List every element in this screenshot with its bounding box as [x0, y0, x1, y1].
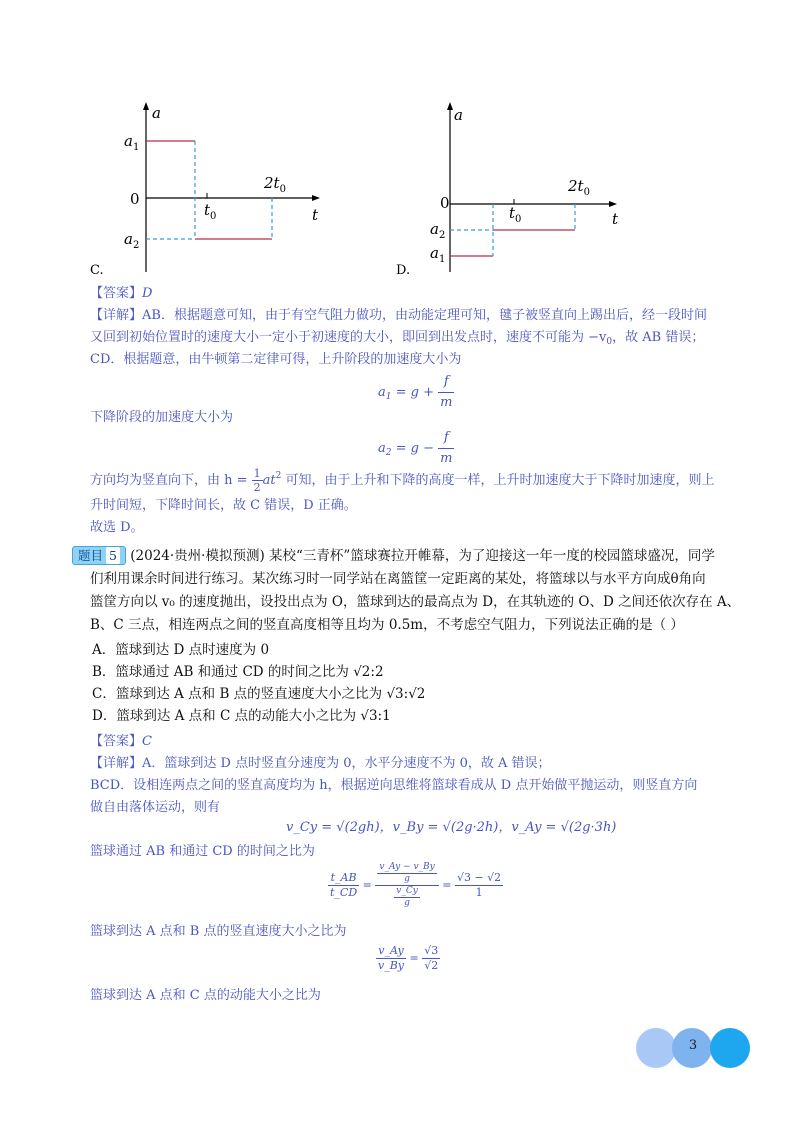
- q4-eq2-num: f: [438, 428, 454, 449]
- q5-stem-line4: B、C 三点，相连两点之间的竖直高度相等且均为 0.5m，不考虑空气阻力，下列说法正确的是（ ）: [90, 617, 684, 633]
- q5-detail-line5: 篮球到达 A 点和 B 点的竖直速度大小之比为: [90, 924, 347, 939]
- q4-eq1-mid: = g +: [391, 385, 439, 400]
- q4-eq2-sub: 2: [385, 448, 392, 458]
- q4-eq1-sub: 1: [385, 392, 392, 402]
- q5-stem-line3: 篮筐方向以 v₀ 的速度抛出，设投出点为 O，篮球到达的最高点为 D，在其轨迹的 O、D 之间还依次存在 A、: [90, 594, 741, 610]
- graph-d-a1-label: $a_1$: [430, 244, 446, 265]
- q5-stem-text-1: (2024·贵州·模拟预测) 某校“三青杯”篮球赛拉开帷幕，为了迎接这一年一度的校园篮球盛况，同学: [130, 548, 715, 564]
- graph-c-y-arrow: [143, 102, 149, 110]
- q4-detail-text-2-sub: 0: [606, 337, 613, 347]
- q5-stem-line1: [72, 546, 715, 567]
- q5-eq4-lhs: [328, 871, 359, 900]
- graph-d-a2-label: $a_2$: [430, 220, 446, 241]
- badge-circle-left: [636, 1028, 676, 1068]
- q5-eq4-mid-num-den: g: [404, 874, 410, 884]
- graph-c-zero-label: 0: [130, 190, 140, 208]
- q5-eq4-mid-den: [375, 886, 438, 909]
- q5-stem-line2: 们利用课余时间进行练习。某次练习时一同学站在离篮筐一定距离的某处，将篮球以与水平方向成θ角向: [90, 571, 706, 587]
- graph-c-x-arrow: [312, 195, 320, 201]
- q4-eq2-frac: [438, 428, 454, 469]
- q5-eq4-mid-den-num: v_Cy: [396, 886, 418, 896]
- q4-eq2-mid: = g −: [391, 441, 439, 456]
- q4-line5-num: 1: [253, 467, 261, 480]
- q4-answer: [90, 284, 152, 304]
- q5-eq4-mid-num: [375, 862, 438, 886]
- page-number-badge: [636, 1028, 752, 1068]
- q4-eq2: [378, 428, 454, 469]
- q4-line5-den: 2: [253, 481, 261, 494]
- q5-detail-line2: BCD．设相连两点之间的竖直高度均为 h，根据逆向思维将篮球看成从 D 点开始做平抛运动，则竖直方向: [90, 778, 698, 793]
- q4-eq1-num: f: [438, 372, 454, 393]
- q5-detail-line6: 篮球到达 A 点和 C 点的动能大小之比为: [90, 988, 321, 1003]
- q5-eq5-rhs: [422, 944, 440, 973]
- graph-d-zero-label: 0: [440, 194, 450, 212]
- q4-eq1: [378, 372, 454, 413]
- q5-detail-text-1: A．篮球到达 D 点时竖直分速度为 0，水平分速度不为 0，故 A 错误；: [142, 756, 551, 771]
- q5-eq5: $\frac{v\_Ay}{v\_By}$ = $\frac{√3}{√2}$: [378, 944, 439, 972]
- q5-answer: [90, 732, 152, 752]
- q5-eq4-mid: [375, 862, 438, 909]
- q4-detail-line7: 故选 D。: [90, 520, 144, 535]
- q4-line5-a: 方向均为竖直向下，由 h =: [90, 473, 252, 488]
- q5-option-c: C．篮球到达 A 点和 B 点的竖直速度大小之比为 √3:√2: [92, 686, 426, 702]
- q5-eq4-lhs-den: t_CD: [330, 886, 358, 899]
- q5-eq4: $\frac{t\_AB}{t\_CD}$ = $\frac{\frac{v\_Ay - v\_By}{g}}{\frac{v\_Cy}{g}}$ = $\frac{√3 - √2}{1}$: [330, 862, 502, 908]
- q5-answer-label: 【答案】: [90, 734, 143, 749]
- q5-detail-line1: [90, 754, 551, 774]
- q5-eq5-lhs-num: v_Ay: [376, 944, 406, 959]
- graph-d-x-arrow: [609, 201, 617, 207]
- graph-c-y-label: a: [152, 104, 161, 122]
- q4-line5-c: 可知，由于上升和下降的高度一样，上升时加速度大于下降时加速度，则上: [281, 473, 715, 488]
- q4-eq2-den: m: [440, 451, 453, 466]
- graph-c-x-label: t: [312, 206, 319, 224]
- graph-c: [90, 98, 340, 278]
- q5-eq5-lhs-den: v_By: [378, 959, 405, 972]
- q4-detail-line6: 升时间短，下降时间长，故 C 错误，D 正确。: [90, 498, 357, 513]
- graph-c-option-label: C.: [90, 263, 104, 278]
- q5-detail-line4: 篮球通过 AB 和通过 CD 的时间之比为: [90, 844, 315, 859]
- graph-d-x-label: t: [612, 210, 619, 228]
- q4-detail-text-2: 又回到初始位置时的速度大小一定小于初速度的大小，即回到出发点时，速度不可能为 −v: [90, 330, 607, 345]
- graph-d-y-label: a: [454, 106, 463, 124]
- q5-tag: [72, 546, 126, 565]
- graph-c-t0-label: $t_0$: [204, 201, 217, 222]
- q5-option-b: B．篮球通过 AB 和通过 CD 的时间之比为 √2:2: [92, 664, 384, 680]
- graph-c-a1-label: $a_1$: [124, 132, 140, 153]
- graph-d-y-arrow: [447, 102, 453, 110]
- q5-tag-label: 题目: [78, 548, 104, 563]
- q5-eq5-lhs: [376, 944, 406, 973]
- graph-d-2t0-label: $2t_0$: [568, 177, 590, 198]
- q4-eq1-den: m: [440, 395, 453, 410]
- q5-eq3: v_Cy = √(2gh)，v_By = √(2g·2h)，v_Ay = √(2g·3h): [286, 820, 617, 835]
- graph-c-2t0-label: $2t_0$: [264, 174, 286, 195]
- graph-d-option-label: D.: [396, 263, 411, 278]
- q5-eq4-mid-num-num: v_Ay − v_By: [379, 862, 435, 872]
- q4-detail-text-1: AB．根据题意可知，由于有空气阻力做功，由动能定理可知，毽子被竖直向上踢出后，经一段时间: [142, 308, 707, 323]
- q4-line5-b: at: [262, 473, 276, 488]
- q4-eq1-lhs: a: [378, 385, 386, 400]
- q5-eq4-mid-den-den: g: [404, 898, 410, 908]
- graph-d: [396, 98, 630, 278]
- graph-c-a2-label: $a_2$: [124, 230, 140, 251]
- q4-detail-line4: 下降阶段的加速度大小为: [90, 410, 234, 425]
- q5-tag-number: 5: [106, 547, 120, 564]
- q4-line5-frac: [252, 467, 263, 494]
- q4-answer-value: D: [142, 286, 153, 301]
- q4-detail-line5: [90, 466, 715, 494]
- q5-eq4-rhs-den: 1: [475, 886, 483, 899]
- q4-detail-line1: [90, 306, 707, 326]
- q5-eq5-rhs-den: √2: [424, 959, 439, 972]
- q4-eq1-frac: [438, 372, 454, 413]
- q4-detail-line3: CD．根据题意，由牛顿第二定律可得，上升阶段的加速度大小为: [90, 352, 462, 367]
- q5-answer-value: C: [142, 734, 152, 749]
- q4-eq2-lhs: a: [378, 441, 386, 456]
- badge-circle-right: [710, 1028, 750, 1068]
- q4-detail-label: 【详解】: [90, 308, 143, 323]
- q4-answer-label: 【答案】: [90, 286, 143, 301]
- q5-detail-label: 【详解】: [90, 756, 143, 771]
- q4-line5-sup: 2: [275, 471, 282, 481]
- q5-eq4-rhs-num: √3 − √2: [456, 871, 502, 884]
- q5-eq4-rhs: [455, 871, 503, 900]
- q5-detail-line3: 做自由落体运动，则有: [90, 800, 221, 815]
- graph-d-t0-label: $t_0$: [509, 204, 522, 225]
- q5-eq4-lhs-num: t_AB: [328, 871, 359, 886]
- q4-detail-line2: [90, 328, 704, 352]
- q5-option-d: D．篮球到达 A 点和 C 点的动能大小之比为 √3:1: [92, 708, 391, 724]
- q5-option-a: A．篮球到达 D 点时速度为 0: [92, 642, 270, 658]
- q5-eq5-rhs-num: √3: [424, 944, 439, 957]
- page-number: 3: [688, 1038, 698, 1053]
- q4-detail-text-2-end: ，故 AB 错误；: [612, 330, 705, 345]
